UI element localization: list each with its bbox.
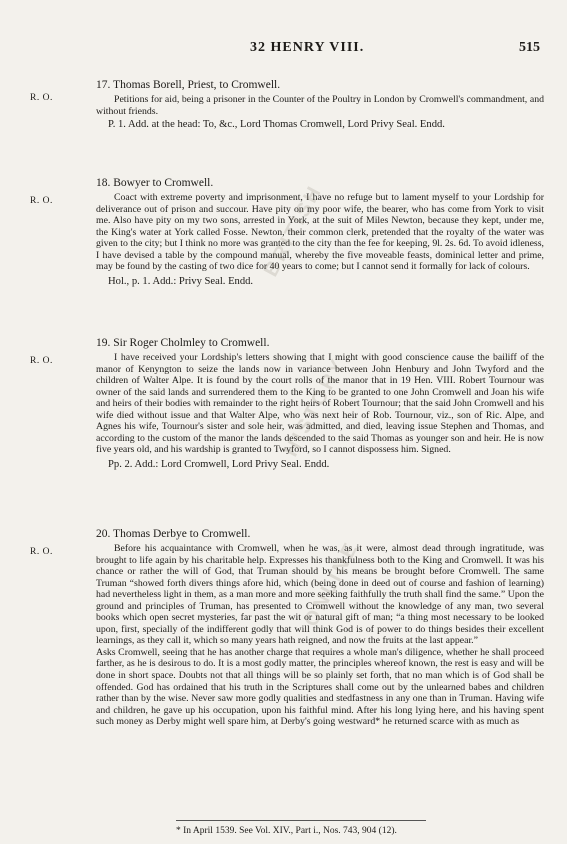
watermark-word: ONLINE [300, 537, 364, 631]
entry-heading: 19. Sir Roger Cholmley to Cromwell. [96, 337, 270, 349]
page-header [120, 40, 540, 58]
entry-heading: 17. Thomas Borell, Priest, to Cromwell. [96, 79, 281, 91]
entry-paragraph: Petitions for aid, being a prisoner in the Counter of the Poultry in London by Cromwell's commandment, and without friends. [96, 94, 544, 117]
running-title: 32 HENRY VIII. [250, 40, 365, 55]
entry-meta: P. 1. Add. at the head: To, &c., Lord Thomas Cromwell, Lord Privy Seal. Endd. [108, 119, 445, 131]
page-number: 515 [519, 40, 540, 55]
entry-heading: 18. Bowyer to Cromwell. [96, 177, 214, 189]
footnote-rule [176, 820, 426, 821]
entry-paragraph: Before his acquaintance with Cromwell, when he was, as it were, almost dead through ingratitude, was brought to life again by his charitable help. Expresses his thankfulness both to the King and Cromwell. It was his chance or rather the will of God, that Truman should by his means be brought before Cromwell. The same Truman “showed forth divers things afore hid, which (being done in deed out of course and fashion of learning) had nevertheless light in them, as a man more and more seeking faithfully the truth shall find the same.” Upon the ground and principles of Truman, has presented to Cromwell without the knowledge of any man, two several books which open secret mysteries, far past the wit or natural gift of man; “a thing most necessary to be looked upon, first, specially of the indifferent godly that will think God is of power to do things besides their excellent learnings, as they call it, which so many years hath reigned, and now the fruits at the last appear.” [96, 543, 544, 647]
sidenote-ro: R. O. [30, 356, 53, 366]
watermark-word: BRITISH [260, 180, 327, 281]
entry-heading: 20. Thomas Derbye to Cromwell. [96, 528, 251, 540]
footnote: * In April 1539. See Vol. XIV., Part i., Nos. 743, 904 (12). [176, 826, 397, 836]
entry-19 [96, 336, 544, 471]
entry-paragraph: Coact with extreme poverty and imprisonment, I have no refuge but to lament myself to your Lordship for deliverance out of prison and succour. Have pity on my poor wife, the bearer, who has come from York to visit me. Also have pity on my two sons, arrested in York, at the suit of Miles Newton, because they kept, under me, the King's water at York called Fosse. Newton, their common clerk, pretended that the royalty of the water was given to the city; but I think no more was granted to the city than the fee for keeping, 9l. 2s. 6d. To avoid idleness, I have devised a table by the compound manual, whereby the five moveable feasts, dominical letter and prime, may be found by the casting of two dice for 40 years to come; but I cannot send it formally for lack of colours. [96, 192, 544, 273]
entry-18 [96, 176, 544, 288]
entry-meta: Hol., p. 1. Add.: Privy Seal. Endd. [108, 275, 254, 287]
entry-paragraph: Asks Cromwell, seeing that he has another charge that requires a whole man's diligence, whether he shall proceed farther, as he is desirous to do. It is a most godly matter, the principles whereof known, the rest is easy and will be done in short space. Doubts not that all things will be so plainly set forth, that no man which is of God shall be offended. God has ordained that his truth in the Scriptures shall come out by the unlearned babes and children rather than by the wise. Never saw more godly qualities and stedfastness in any one than in Truman. Having wife and children, he gave up his occupation, upon his faithful mind. After his long lying here, and his having spent such money as Derby might well spare him, at Derby's going westward* he returned scarce with as much as [96, 646, 544, 728]
entry-20 [96, 527, 544, 728]
sidenote-ro: R. O. [30, 93, 53, 103]
entry-paragraph: I have received your Lordship's letters showing that I might with good conscience cause the bailiff of the manor of Kenyngton to seize the lands now in variance between John Henbury and John Twyford and the children of Walter Alpe. It is found by the court rolls of the manor that in 19 Hen. VIII. Robert Tournour was owner of the said lands and surrendered them to the King to be granted to one John Cromwell and Joan his wife and heirs of their bodies with remainder to the right heirs of Robert Tournour; that the said John Cromwell and his wife died without issue and that Walter Alpe, who was next heir of Rob. Tournour, viz., son of Ric. Alpe, and Agnes his wife, Tournour's sister and sole heir, was admitted, and died, leaving issue Stephen and Thomas, and according to the custom of the manor the lands descended to the said Thomas as younger son and heir. He is now five years old, and his wardship is granted to Twyford, so I cannot dispossess him. Signed. [96, 352, 544, 456]
sidenote-ro: R. O. [30, 547, 53, 557]
entry-meta: Pp. 2. Add.: Lord Cromwell, Lord Privy Seal. Endd. [108, 458, 330, 470]
sidenote-ro: R. O. [30, 196, 53, 206]
entry-17 [96, 78, 544, 132]
watermark-word: HISTORY [280, 353, 351, 461]
